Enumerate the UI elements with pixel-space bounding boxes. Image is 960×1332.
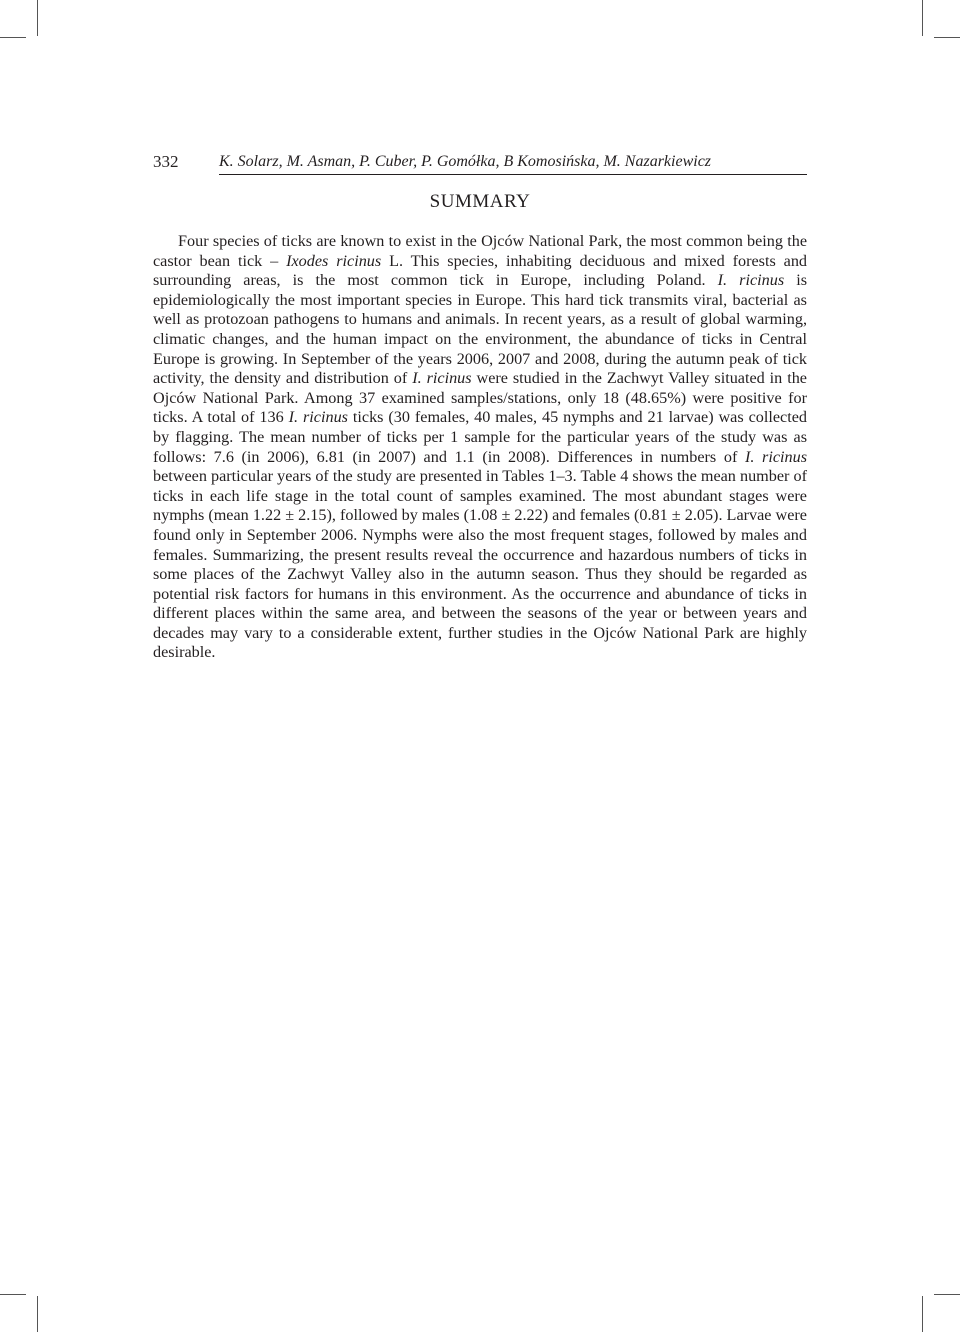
species-name-italic: I. ricinus xyxy=(717,271,785,290)
species-name-italic: Ixodes ricinus xyxy=(286,251,382,270)
running-head xyxy=(153,150,807,174)
crop-mark-bottom-left-horizontal xyxy=(0,1294,26,1295)
section-title: SUMMARY xyxy=(429,191,531,212)
summary-text-segment: between particular years of the study are presented in Tables 1–3. Table 4 shows the mean number of ticks in each life stage in the total count of samples examined. The most abundant stages were nymphs (mean 1.22 ± 2.15), followed by males (1.08 ± 2.22) and females (0.81 ± 2.05). Larvae were found only in September 2006. Nymphs were also the most frequent stages, followed by males and females. Summarizing, the present results reveal the occurrence and hazardous numbers of ticks in some places of the Zachwyt Valley also in the autumn season. Thus they should be regarded as potential risk factors for humans in this environment. As the occurrence and abundance of ticks in different places within the same area, and between the seasons of the year or between years and decades may vary to a considerable extent, further studies in the Ojców National Park are highly desirable. xyxy=(153,467,807,662)
crop-mark-top-left-horizontal xyxy=(0,37,26,38)
running-head-authors: K. Solarz, M. Asman, P. Cuber, P. Gomółka, B Komosińska, M. Nazarkiewicz xyxy=(219,153,712,170)
summary-text-segment: ticks (30 females, 40 males, 45 nymphs and 21 larvae) was collected by flagging. The mean number of ticks per 1 sample for the particular years of the study was as follows: 7.6 (in 2006), 6.81 (in 2007) and 1.1 (in 2008). Differences in numbers of xyxy=(153,408,808,466)
running-head-rule xyxy=(219,174,807,175)
crop-mark-bottom-left xyxy=(37,1296,38,1332)
summary-text-segment: were studied in the Zachwyt Valley situated in the Ojców National Park. Among 37 examined samples/stations, only 18 (48.65%) were positive for ticks. A total of 136 xyxy=(153,369,807,427)
summary-text-segment: L. This species, inhabiting deciduous and mixed forests and surrounding areas, is the most common tick in Europe, including Poland. xyxy=(153,251,808,290)
crop-mark-top-right xyxy=(922,0,923,36)
summary-text-segment: Four species of ticks are known to exist in the Ojców National Park, the most common being the castor bean tick – xyxy=(153,232,807,270)
crop-mark-top-left xyxy=(37,0,38,36)
species-name-italic: I. ricinus xyxy=(412,369,472,388)
summary-paragraph xyxy=(153,232,807,663)
crop-mark-bottom-right-horizontal xyxy=(934,1294,960,1295)
page-number: 332 xyxy=(153,152,179,171)
crop-mark-bottom-right xyxy=(922,1296,923,1332)
crop-mark-top-right-horizontal xyxy=(934,37,960,38)
species-name-italic: I. ricinus xyxy=(744,447,807,466)
species-name-italic: I. ricinus xyxy=(288,408,348,427)
summary-text-segment: is epidemiologically the most important species in Europe. This hard tick transmits viral, bacterial as well as protozoan pathogens to humans and animals. In recent years, as a result of global warming, climatic changes, and the human impact on the environment, the abundance of ticks in Central Europe is growing. In September of the years 2006, 2007 and 2008, during the autumn peak of tick activity, the density and distribution of xyxy=(153,271,807,388)
